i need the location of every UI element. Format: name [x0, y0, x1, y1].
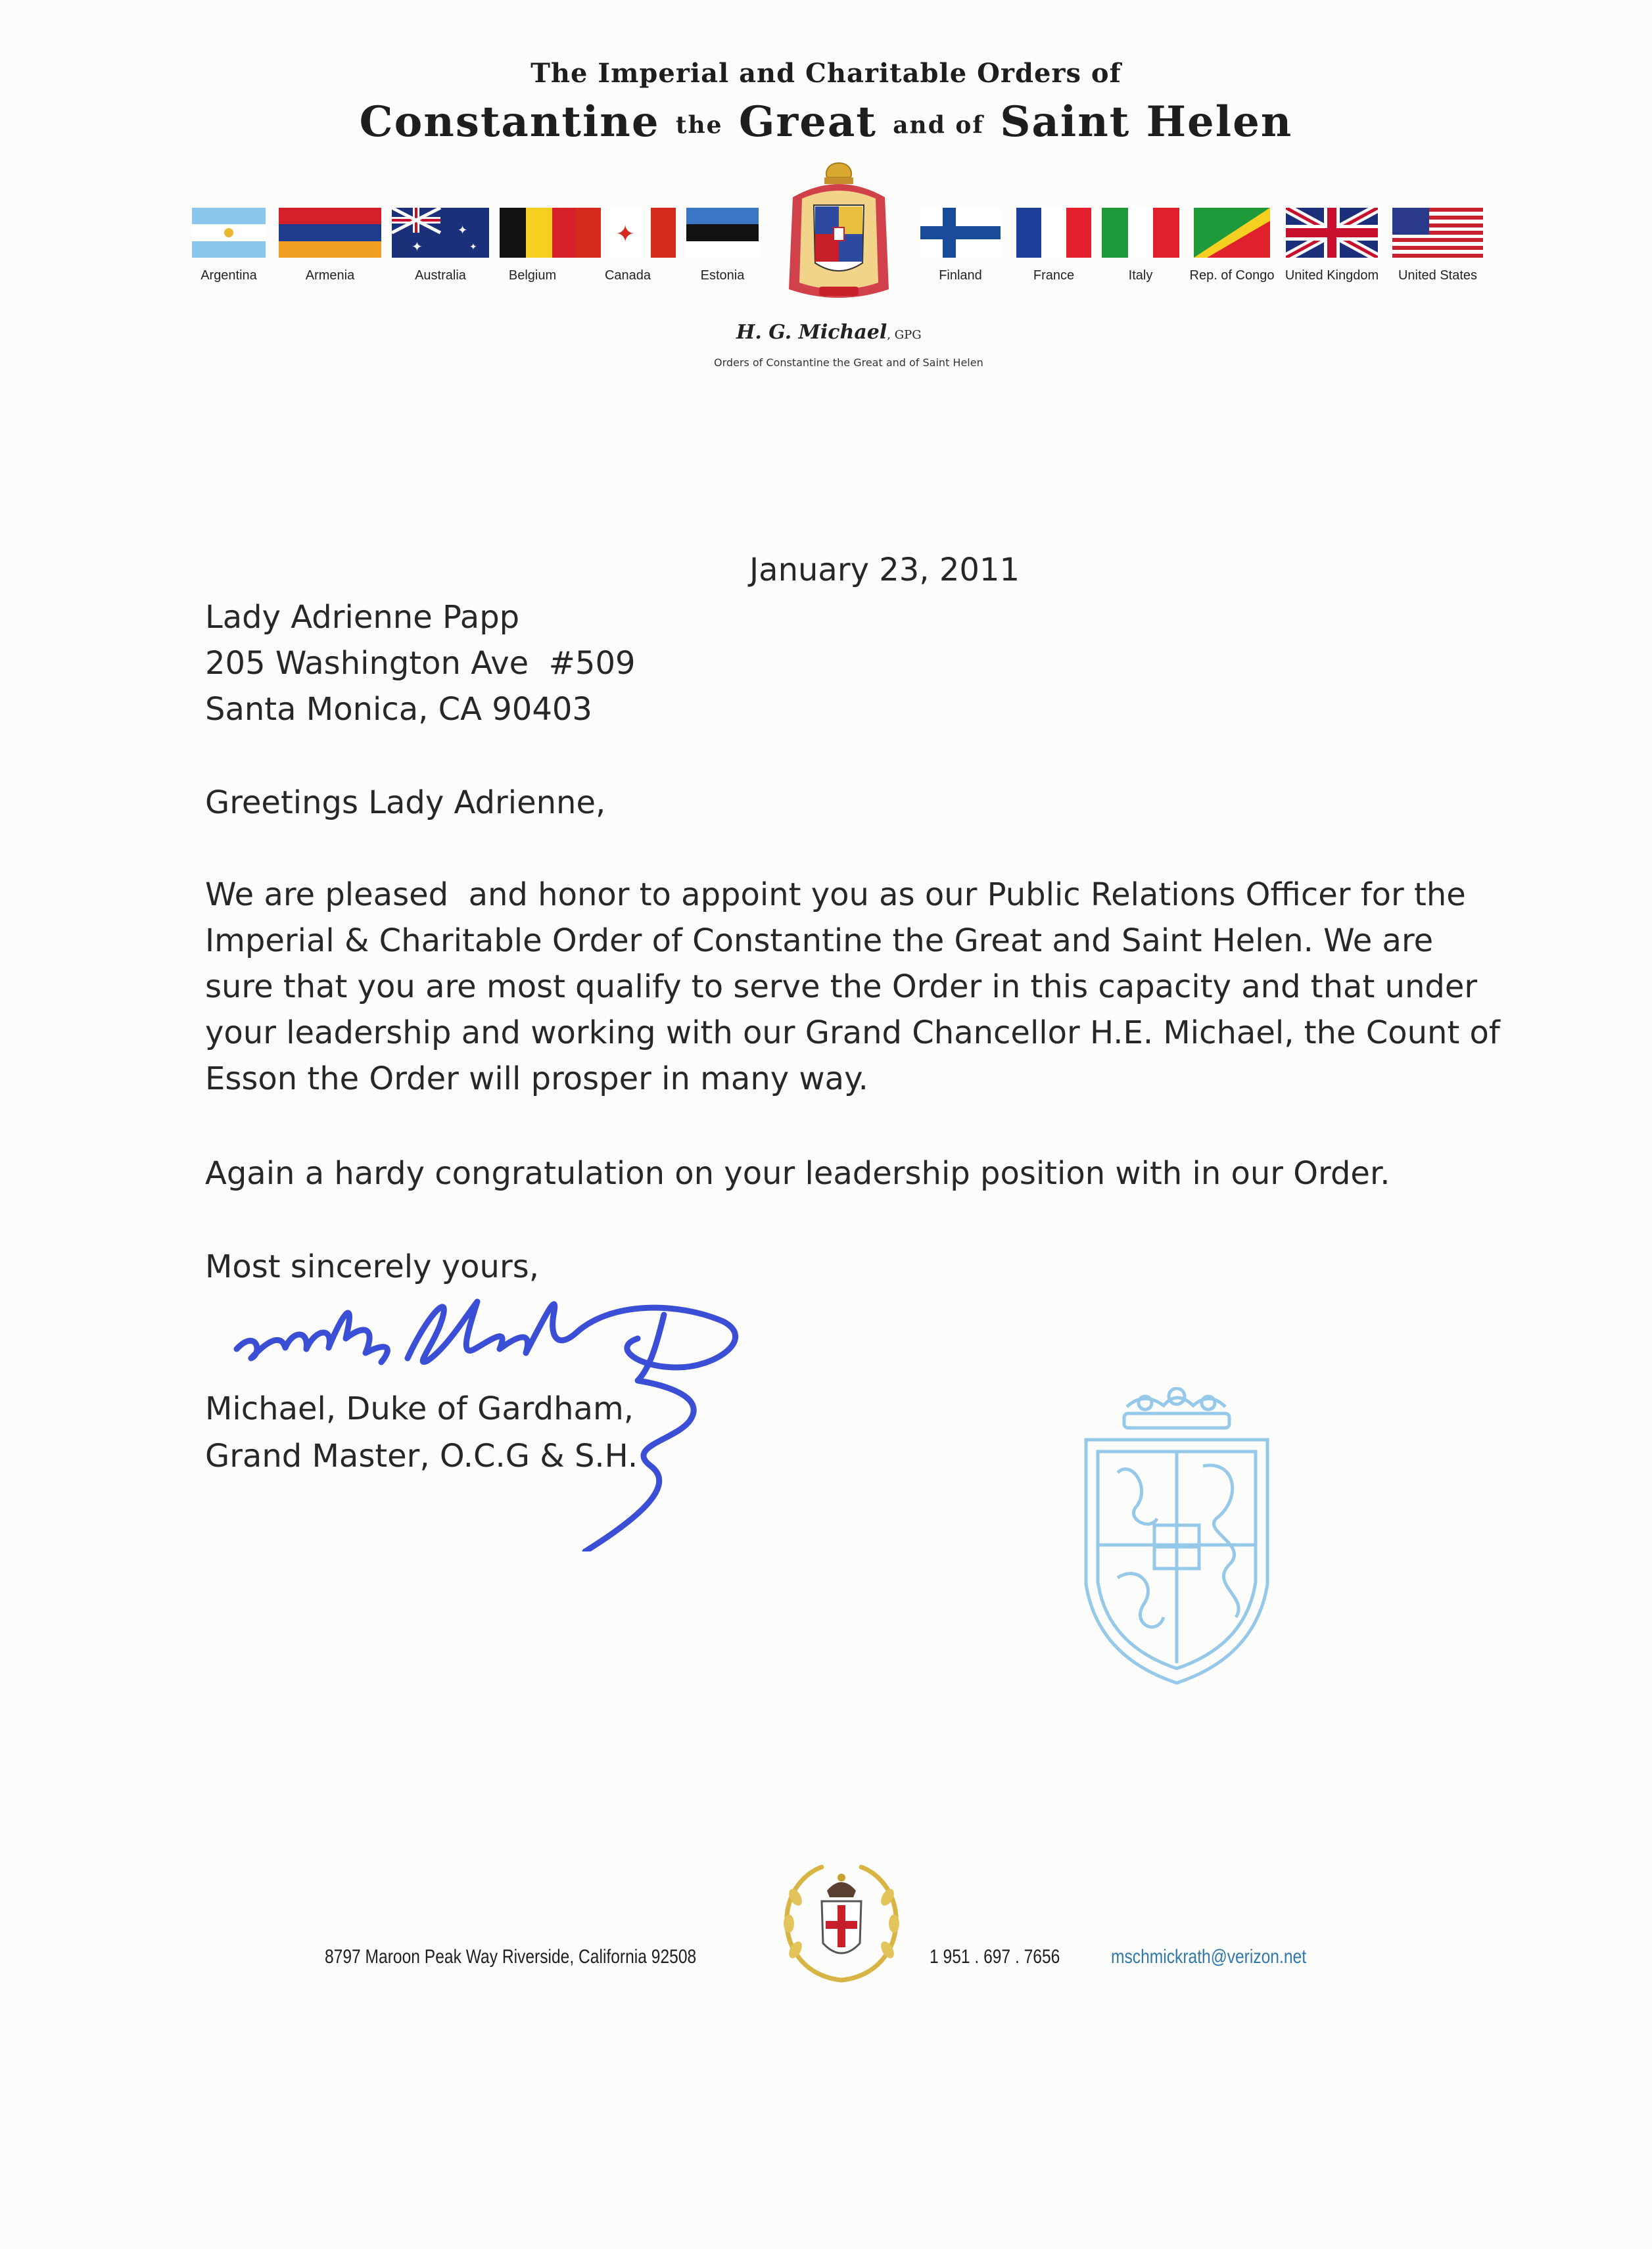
footer-address: 8797 Maroon Peak Way Riverside, California 92508 [325, 1946, 697, 1968]
footer-emblem-icon [776, 1858, 907, 1992]
svg-text:✦: ✦ [469, 242, 477, 252]
svg-text:✦: ✦ [615, 221, 636, 248]
letterhead-signer-suffix: , GPG [887, 328, 922, 342]
flag-label-finland: Finland [939, 268, 982, 283]
flag-label-belgium: Belgium [508, 268, 557, 283]
flag-armenia-icon [279, 208, 381, 258]
signer-name: Michael, Duke of Gardham, [205, 1390, 634, 1427]
letter-date: January 23, 2011 [749, 552, 1020, 588]
letterhead-word-saint-helen: Saint Helen [1000, 97, 1293, 147]
recipient-address [205, 594, 636, 732]
letter-paragraph [205, 872, 1533, 1102]
flag-label-united-states: United States [1398, 268, 1478, 283]
flag-italy-icon [1102, 208, 1179, 258]
letterhead-signer [736, 321, 922, 344]
flag-label-estonia: Estonia [700, 268, 745, 283]
letterhead-word-the: the [675, 111, 723, 139]
flag-congo-icon [1194, 208, 1270, 258]
closing: Most sincerely yours, [205, 1248, 539, 1285]
address-line: Lady Adrienne Papp [205, 599, 520, 636]
letterhead-title-line2 [0, 97, 1652, 147]
signer-title: Grand Master, O.C.G & S.H. [205, 1438, 638, 1475]
letterhead-signer-name: H. G. Michael [736, 321, 887, 344]
address-line: 205 Washington Ave #509 [205, 645, 636, 682]
flag-estonia-icon [686, 208, 759, 258]
paragraph-line: Esson the Order will prosper in many way. [205, 1060, 868, 1097]
paragraph-line: We are pleased and honor to appoint you as our Public Relations Officer for the [205, 876, 1466, 913]
flag-label-argentina: Argentina [201, 268, 257, 283]
flag-canada-icon [576, 208, 676, 258]
flag-france-icon [1016, 208, 1091, 258]
order-seal-stamp-icon [1058, 1387, 1295, 1699]
flag-belgium-icon [500, 208, 578, 258]
address-line: Santa Monica, CA 90403 [205, 691, 592, 728]
flag-label-canada: Canada [604, 268, 651, 283]
footer-phone: 1 951 . 697 . 7656 [930, 1946, 1060, 1968]
letterhead-signer-subtitle: Orders of Constantine the Great and of Saint Helen [714, 356, 983, 369]
svg-text:✦: ✦ [412, 239, 423, 254]
letterhead-word-and-of: and of [893, 111, 984, 139]
footer-email-link[interactable]: mschmickrath@verizon.net [1111, 1946, 1307, 1968]
flag-label-united-kingdom: United Kingdom [1285, 268, 1379, 283]
flag-finland-icon [920, 208, 1001, 258]
flag-australia-icon [392, 208, 489, 258]
flag-label-armenia: Armenia [305, 268, 355, 283]
paragraph-line: sure that you are most qualify to serve the Order in this capacity and that under [205, 968, 1478, 1005]
flag-label-italy: Italy [1128, 268, 1153, 283]
letterhead-word-constantine: Constantine [359, 97, 660, 147]
letterhead-title-line1: The Imperial and Charitable Orders of [531, 58, 1121, 89]
flag-label-france: France [1033, 268, 1075, 283]
flag-united-kingdom-icon [1286, 208, 1378, 258]
handwritten-signature-icon [217, 1275, 756, 1554]
flag-united-states-icon [1392, 208, 1483, 258]
congratulation-line: Again a hardy congratulation on your leadership position with in our Order. [205, 1155, 1390, 1192]
svg-text:✦: ✦ [458, 224, 468, 237]
flag-label-congo: Rep. of Congo [1189, 268, 1275, 283]
paragraph-line: your leadership and working with our Grand Chancellor H.E. Michael, the Count of [205, 1014, 1500, 1051]
flag-argentina-icon [192, 208, 266, 258]
flag-label-australia: Australia [415, 268, 466, 283]
letterhead-word-great: Great [738, 97, 877, 147]
coat-of-arms-icon [773, 158, 905, 308]
greeting: Greetings Lady Adrienne, [205, 784, 606, 821]
paragraph-line: Imperial & Charitable Order of Constantine the Great and Saint Helen. We are [205, 922, 1434, 959]
